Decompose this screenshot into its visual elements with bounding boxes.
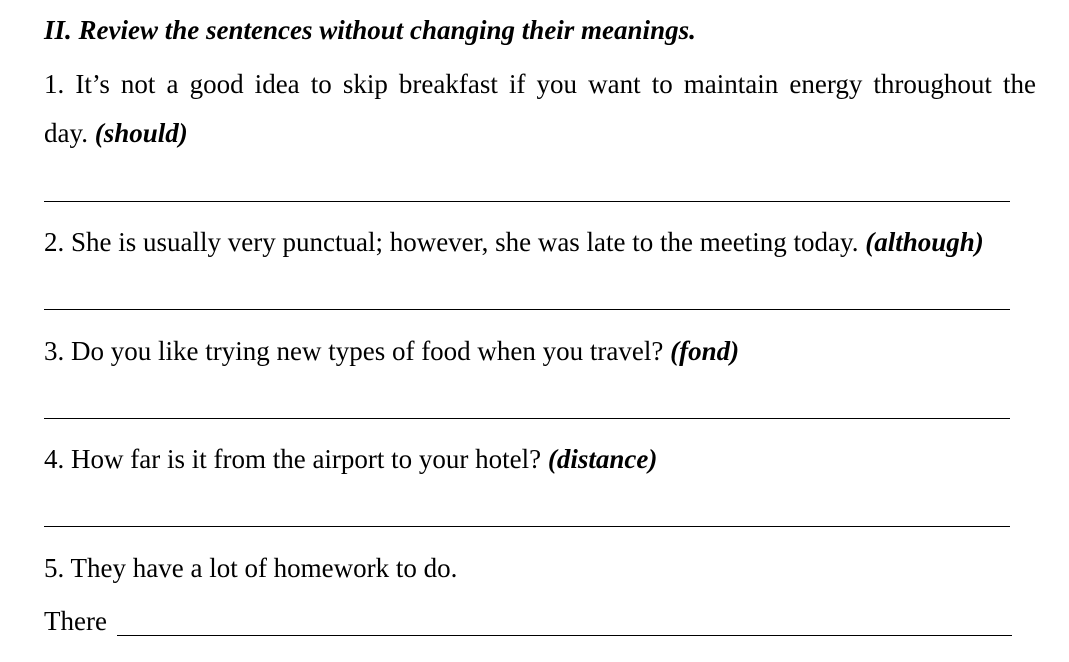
answer-line-5[interactable]	[117, 635, 1012, 636]
sentence-4	[44, 443, 657, 475]
answer-line-4[interactable]	[44, 526, 1010, 527]
sentence-3-cue: (fond)	[670, 336, 740, 366]
sentence-5-prompt: There	[44, 606, 107, 636]
sentence-4-cue: (distance)	[547, 444, 658, 474]
sentence-2	[44, 226, 984, 258]
answer-line-2[interactable]	[44, 309, 1010, 310]
sentence-3-text: 3. Do you like trying new types of food when you travel?	[44, 336, 664, 366]
exercise-title: II. Review the sentences without changing their meanings.	[44, 15, 696, 45]
sentence-4-text: 4. How far is it from the airport to your hotel?	[44, 444, 542, 474]
sentence-3	[44, 335, 739, 367]
answer-line-3[interactable]	[44, 418, 1010, 419]
sentence-5: 5. They have a lot of homework to do.	[44, 553, 458, 583]
sentence-1-cue: (should)	[94, 118, 188, 148]
sentence-1-line-1: 1. It’s not a good idea to skip breakfast if you want to maintain energy throughout the	[44, 69, 1036, 99]
answer-line-1[interactable]	[44, 201, 1010, 202]
sentence-2-text: 2. She is usually very punctual; however, she was late to the meeting today.	[44, 227, 859, 257]
sentence-2-cue: (although)	[865, 227, 984, 257]
sentence-1-line-2	[44, 117, 188, 149]
sentence-1-text: day.	[44, 118, 88, 148]
